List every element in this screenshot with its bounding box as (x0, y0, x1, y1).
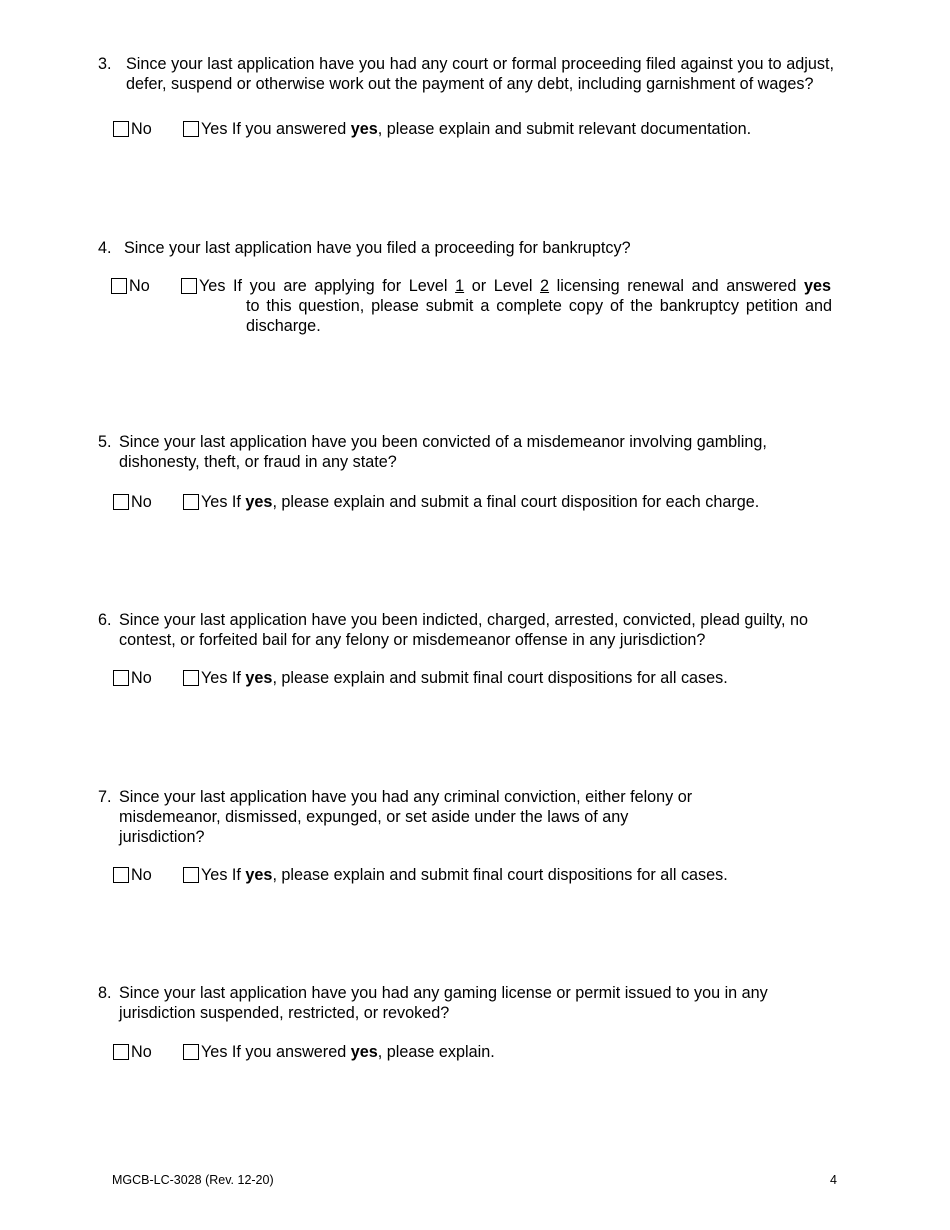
yes-instruction: Yes If yes, please explain and submit final court dispositions for all cases. (201, 669, 728, 687)
question-number: 3. (98, 55, 112, 73)
no-checkbox[interactable] (113, 121, 129, 137)
no-label: No (131, 1043, 152, 1061)
question-number: 5. (98, 433, 112, 451)
yes-instruction: Yes If you are applying for Level 1 or Level 2 licensing renewal and answered yes (199, 277, 832, 295)
question-text: Since your last application have you been convicted of a misdemeanor involving gambling, dishonesty, theft, or fraud in any state? (119, 433, 767, 471)
question-text: Since your last application have you been indicted, charged, arrested, convicted, plead guilty, no contest, or forfeited bail for any felony or misdemeanor offense in any jurisdiction? (119, 611, 808, 649)
question-number: 6. (98, 611, 112, 629)
yes-checkbox[interactable] (183, 494, 199, 510)
no-checkbox[interactable] (113, 867, 129, 883)
question-3 (98, 54, 834, 94)
question-text: Since your last application have you had any gaming license or permit issued to you in any jurisdiction suspended, restricted, or revoked? (119, 984, 768, 1022)
question-5 (98, 432, 814, 472)
question-4 (98, 238, 834, 258)
yes-instruction: Yes If yes, please explain and submit final court dispositions for all cases. (201, 866, 728, 884)
no-label: No (129, 277, 150, 295)
page-number: 4 (830, 1173, 837, 1187)
yes-checkbox[interactable] (183, 670, 199, 686)
no-checkbox[interactable] (113, 494, 129, 510)
no-label: No (131, 669, 152, 687)
yes-checkbox[interactable] (183, 1044, 199, 1060)
no-label: No (131, 120, 152, 138)
no-label: No (131, 866, 152, 884)
no-checkbox[interactable] (113, 670, 129, 686)
question-text: Since your last application have you filed a proceeding for bankruptcy? (124, 239, 631, 257)
question-7 (98, 787, 798, 847)
yes-checkbox[interactable] (183, 121, 199, 137)
no-checkbox[interactable] (111, 278, 127, 294)
question-6 (98, 610, 833, 650)
yes-checkbox[interactable] (181, 278, 197, 294)
question-text-line-1: Since your last application have you had any criminal conviction, either felony or (119, 788, 693, 806)
question-4-continuation: to this question, please submit a complete copy of the bankruptcy petition and discharge. (246, 297, 832, 335)
yes-instruction: Yes If you answered yes, please explain and submit relevant documentation. (201, 120, 752, 138)
no-checkbox[interactable] (113, 1044, 129, 1060)
yes-checkbox[interactable] (183, 867, 199, 883)
question-number: 7. (98, 788, 112, 806)
question-number: 4. (98, 239, 112, 257)
form-id: MGCB-LC-3028 (Rev. 12-20) (112, 1173, 274, 1187)
question-8 (98, 983, 810, 1023)
no-label: No (131, 493, 152, 511)
yes-instruction: Yes If yes, please explain and submit a final court disposition for each charge. (201, 493, 760, 511)
question-number: 8. (98, 984, 112, 1002)
question-text: Since your last application have you had any court or formal proceeding filed against you to adjust, defer, suspend or otherwise work out the payment of any debt, including garnishment of wages? (126, 55, 834, 93)
question-text-line-2: misdemeanor, dismissed, expunged, or set aside under the laws of any (119, 808, 629, 826)
yes-instruction: Yes If you answered yes, please explain. (201, 1043, 495, 1061)
question-text-line-3: jurisdiction? (119, 828, 205, 846)
